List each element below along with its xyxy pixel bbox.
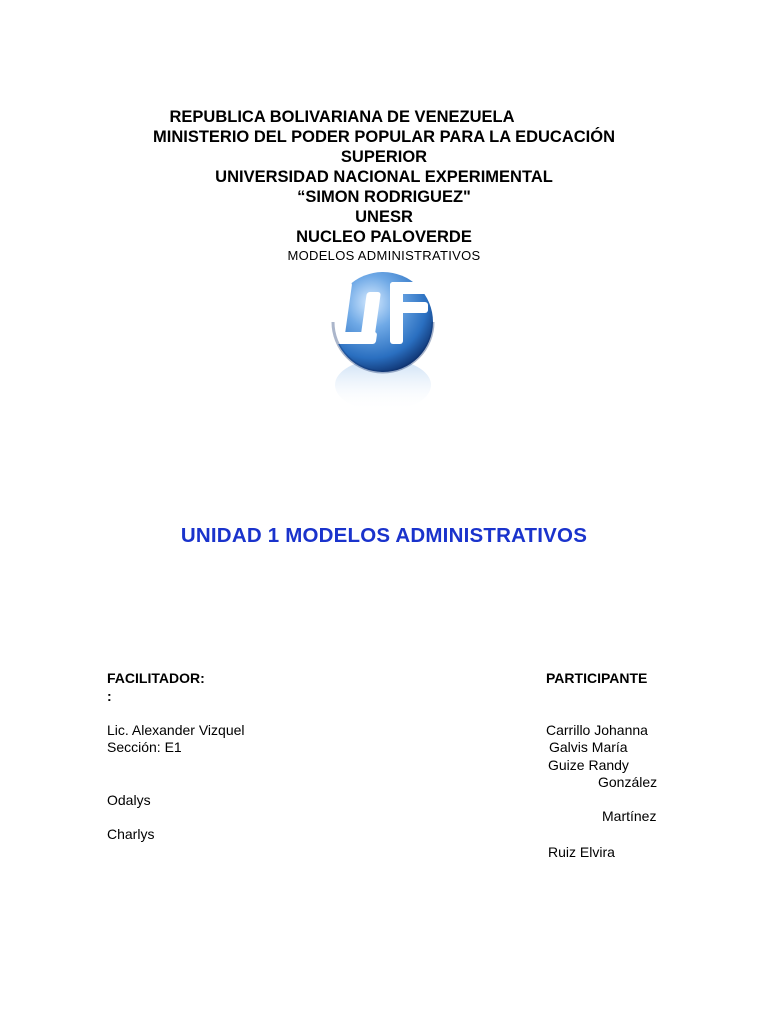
left-extra-odalys: Odalys xyxy=(107,792,151,808)
participant-name: Guize Randy xyxy=(548,757,629,773)
left-extra-charlys: Charlys xyxy=(107,826,155,842)
header-line-republic: REPUBLICA BOLIVARIANA DE VENEZUELA xyxy=(169,108,515,126)
header-line-simon-rodriguez: “SIMON RODRIGUEZ" xyxy=(297,188,471,206)
participant-name: Carrillo Johanna xyxy=(546,722,648,738)
facilitator-heading: FACILITADOR: xyxy=(107,670,205,686)
participant-name: Martínez xyxy=(602,808,657,824)
header-subtitle: MODELOS ADMINISTRATIVOS xyxy=(287,248,481,263)
header-line-ministry: MINISTERIO DEL PODER POPULAR PARA LA EDUCACIÓN xyxy=(152,128,616,146)
participant-name: González xyxy=(598,774,658,790)
header-line-university: UNIVERSIDAD NACIONAL EXPERIMENTAL xyxy=(215,168,553,186)
unit-title: UNIDAD 1 MODELOS ADMINISTRATIVOS xyxy=(180,524,588,547)
participants-heading: PARTICIPANTE xyxy=(546,670,648,686)
participant-name: Ruiz Elvira xyxy=(548,844,615,860)
facilitator-name: Lic. Alexander Vizquel xyxy=(107,722,245,738)
header-line-superior: SUPERIOR xyxy=(340,148,428,166)
header-line-unesr: UNESR xyxy=(355,208,413,226)
facilitator-colon: : xyxy=(107,688,112,704)
facilitator-section: Sección: E1 xyxy=(107,739,182,755)
header-line-nucleo: NUCLEO PALOVERDE xyxy=(296,228,472,246)
participant-name: Galvis María xyxy=(549,739,628,755)
institution-header xyxy=(0,107,768,265)
unesr-logo-icon xyxy=(318,270,448,420)
